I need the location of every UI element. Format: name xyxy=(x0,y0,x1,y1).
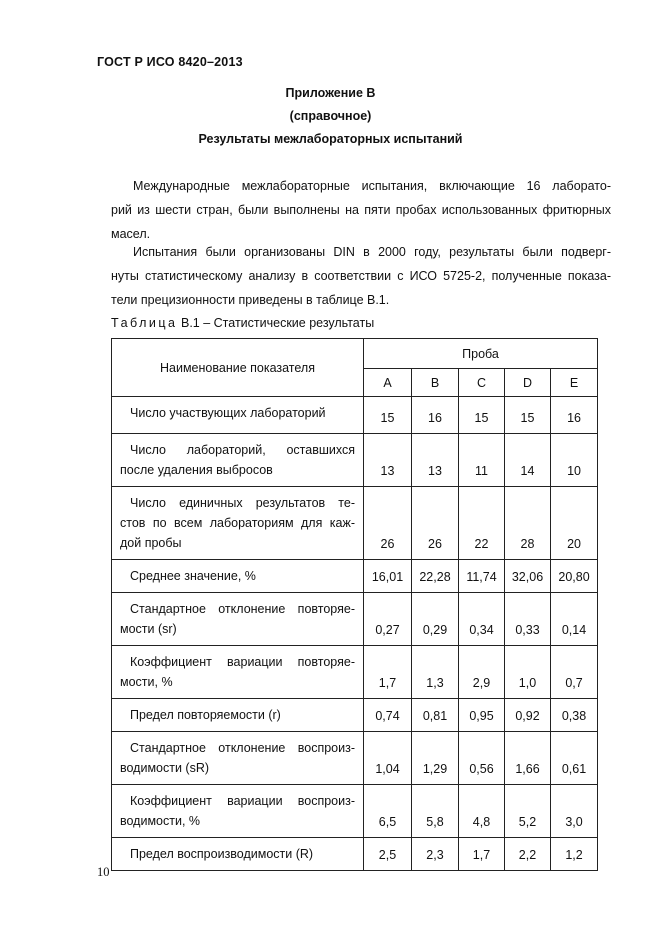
row-name-line: Коэффициент вариации воспроиз- xyxy=(130,794,355,808)
row-name-line: дой пробы xyxy=(120,536,182,550)
value-cell: 22,28 xyxy=(412,560,459,593)
value-cell: 2,3 xyxy=(412,838,459,871)
column-header-name: Наименование показателя xyxy=(112,339,364,397)
value-cell: 0,92 xyxy=(505,699,551,732)
value-cell: 15 xyxy=(505,397,551,434)
table-row xyxy=(112,397,598,434)
value-cell: 4,8 xyxy=(459,785,505,838)
value-cell: 0,56 xyxy=(459,732,505,785)
value-cell: 0,7 xyxy=(551,646,598,699)
value-cell: 13 xyxy=(412,434,459,487)
row-name-line: Число единичных результатов те- xyxy=(130,496,355,510)
row-name-line: Предел повторяемости (r) xyxy=(130,708,281,722)
row-name-line: Число участвующих лабораторий xyxy=(130,406,326,420)
paragraph-line: масел. xyxy=(111,227,151,241)
row-name-cell xyxy=(112,560,364,593)
value-cell: 2,9 xyxy=(459,646,505,699)
row-name-cell xyxy=(112,487,364,560)
table-row xyxy=(112,560,598,593)
value-cell: 3,0 xyxy=(551,785,598,838)
column-header-a: A xyxy=(364,369,412,397)
value-cell: 15 xyxy=(364,397,412,434)
row-name-line: мости (sr) xyxy=(120,622,177,636)
value-cell: 32,06 xyxy=(505,560,551,593)
paragraph-line: рий из шести стран, были выполнены на пяти пробах использованных фритюрных xyxy=(111,203,611,217)
value-cell: 1,04 xyxy=(364,732,412,785)
value-cell: 1,0 xyxy=(505,646,551,699)
paragraph-line: Международные межлабораторные испытания, включающие 16 лаборато- xyxy=(133,179,611,193)
value-cell: 22 xyxy=(459,487,505,560)
paragraph-line: Испытания были организованы DIN в 2000 году, результаты были подверг- xyxy=(133,245,611,259)
value-cell: 1,7 xyxy=(459,838,505,871)
value-cell: 28 xyxy=(505,487,551,560)
page-number: 10 xyxy=(97,865,110,879)
value-cell: 0,38 xyxy=(551,699,598,732)
row-name-line: после удаления выбросов xyxy=(120,463,273,477)
table-row xyxy=(112,785,598,838)
row-name-line: водимости (sR) xyxy=(120,761,210,775)
value-cell: 16 xyxy=(551,397,598,434)
row-name-line: Коэффициент вариации повторяе- xyxy=(130,655,355,669)
value-cell: 0,29 xyxy=(412,593,459,646)
row-name-cell xyxy=(112,785,364,838)
table-row xyxy=(112,434,598,487)
value-cell: 6,5 xyxy=(364,785,412,838)
appendix-subtitle: Результаты межлабораторных испытаний xyxy=(198,132,463,146)
row-name-cell xyxy=(112,732,364,785)
value-cell: 2,2 xyxy=(505,838,551,871)
value-cell: 1,2 xyxy=(551,838,598,871)
row-name-cell xyxy=(112,838,364,871)
column-header-d: D xyxy=(505,369,551,397)
paragraph-line: тели прецизионности приведены в таблице В.1. xyxy=(111,293,390,307)
table-caption-text: В.1 – Статистические результаты xyxy=(177,316,375,330)
table-row xyxy=(112,699,598,732)
value-cell: 1,29 xyxy=(412,732,459,785)
value-cell: 0,74 xyxy=(364,699,412,732)
paragraph-2 xyxy=(111,240,611,312)
row-name-line: Число лабораторий, оставшихся xyxy=(130,443,355,457)
row-name-line: Среднее значение, % xyxy=(130,569,256,583)
row-name-cell xyxy=(112,646,364,699)
row-name-line: стов по всем лабораториям для каж- xyxy=(120,516,355,530)
table-row xyxy=(112,646,598,699)
row-name-line: мости, % xyxy=(120,675,173,689)
value-cell: 26 xyxy=(412,487,459,560)
table-row xyxy=(112,487,598,560)
value-cell: 20,80 xyxy=(551,560,598,593)
value-cell: 15 xyxy=(459,397,505,434)
value-cell: 0,61 xyxy=(551,732,598,785)
value-cell: 11,74 xyxy=(459,560,505,593)
value-cell: 11 xyxy=(459,434,505,487)
value-cell: 1,7 xyxy=(364,646,412,699)
appendix-title: Приложение В xyxy=(285,86,376,100)
value-cell: 26 xyxy=(364,487,412,560)
paragraph-line: нуты статистическому анализу в соответствии с ИСО 5725-2, полученные показа- xyxy=(111,269,611,283)
value-cell: 0,33 xyxy=(505,593,551,646)
value-cell: 16 xyxy=(412,397,459,434)
paragraph-1 xyxy=(111,174,611,246)
column-header-b: B xyxy=(412,369,459,397)
value-cell: 5,8 xyxy=(412,785,459,838)
value-cell: 0,95 xyxy=(459,699,505,732)
value-cell: 1,3 xyxy=(412,646,459,699)
value-cell: 10 xyxy=(551,434,598,487)
value-cell: 0,27 xyxy=(364,593,412,646)
value-cell: 16,01 xyxy=(364,560,412,593)
value-cell: 0,14 xyxy=(551,593,598,646)
document-header: ГОСТ Р ИСО 8420–2013 xyxy=(97,55,243,69)
table-row xyxy=(112,732,598,785)
value-cell: 0,81 xyxy=(412,699,459,732)
value-cell: 5,2 xyxy=(505,785,551,838)
row-name-cell xyxy=(112,434,364,487)
table-row xyxy=(112,838,598,871)
row-name-line: Стандартное отклонение повторяе- xyxy=(130,602,355,616)
row-name-line: Предел воспроизводимости (R) xyxy=(130,847,314,861)
value-cell: 0,34 xyxy=(459,593,505,646)
row-name-cell xyxy=(112,593,364,646)
value-cell: 2,5 xyxy=(364,838,412,871)
row-name-line: Стандартное отклонение воспроиз- xyxy=(130,741,355,755)
column-header-c: C xyxy=(459,369,505,397)
table-caption xyxy=(111,316,374,330)
value-cell: 13 xyxy=(364,434,412,487)
row-name-cell xyxy=(112,699,364,732)
column-header-e: E xyxy=(551,369,598,397)
value-cell: 1,66 xyxy=(505,732,551,785)
row-name-cell xyxy=(112,397,364,434)
value-cell: 14 xyxy=(505,434,551,487)
column-header-sample: Проба xyxy=(364,339,598,369)
appendix-note: (справочное) xyxy=(289,109,372,123)
table-caption-label: Таблица xyxy=(111,316,178,330)
table-row xyxy=(112,593,598,646)
value-cell: 20 xyxy=(551,487,598,560)
row-name-line: водимости, % xyxy=(120,814,201,828)
results-table xyxy=(111,338,598,871)
